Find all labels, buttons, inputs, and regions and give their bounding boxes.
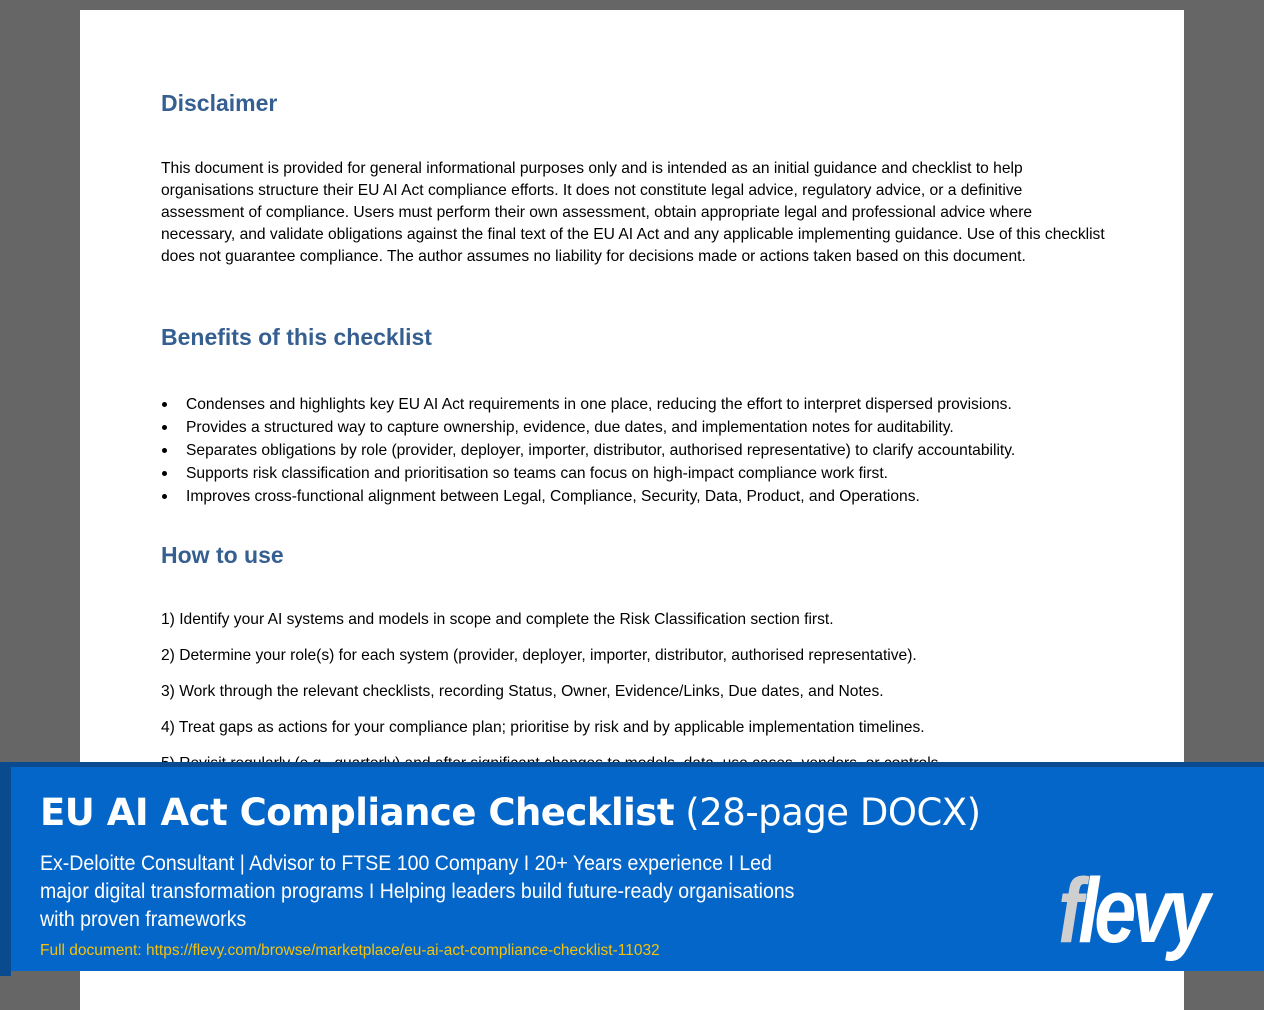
benefits-list bbox=[161, 393, 1106, 508]
bullet-icon bbox=[162, 402, 167, 407]
banner-subtitle: Ex-Deloitte Consultant | Advisor to FTSE 100 Company I 20+ Years experience I Led major digital transformation programs I Helping leaders build future-ready organisations with proven frameworks bbox=[40, 852, 795, 931]
logo-letter-f: f bbox=[1058, 860, 1079, 962]
bullet-icon bbox=[162, 425, 167, 430]
banner-title bbox=[40, 791, 981, 834]
step-item: 3) Work through the relevant checklists, recording Status, Owner, Evidence/Links, Due dates, and Notes. bbox=[161, 683, 884, 700]
list-item: Improves cross-functional alignment between Legal, Compliance, Security, Data, Product, and Operations. bbox=[161, 485, 1106, 508]
bullet-icon bbox=[162, 448, 167, 453]
step-item: 4) Treat gaps as actions for your compliance plan; prioritise by risk and by applicable implementation timelines. bbox=[161, 719, 925, 736]
banner-title-main: EU AI Act Compliance Checklist bbox=[40, 791, 675, 834]
step-item: 1) Identify your AI systems and models in scope and complete the Risk Classification section first. bbox=[161, 611, 834, 628]
full-document-link[interactable]: Full document: https://flevy.com/browse/marketplace/eu-ai-act-compliance-checklist-11032 bbox=[40, 942, 660, 959]
promo-banner bbox=[0, 762, 1264, 971]
list-item: Separates obligations by role (provider, deployer, importer, distributor, authorised representative) to clarify accountability. bbox=[161, 439, 1106, 462]
banner-left-strip bbox=[0, 762, 11, 976]
disclaimer-text: This document is provided for general informational purposes only and is intended as an initial guidance and checklist to help organisations structure their EU AI Act compliance efforts. It does not constitute legal advice, regulatory advice, or a definitive assessment of compliance. Users must perform their own assessment, obtain appropriate legal and professional advice where necessary, and validate obligations against the final text of the EU AI Act and any applicable implementing guidance. Use of this checklist does not guarantee compliance. The author assumes no liability for decisions made or actions taken based on this document. bbox=[161, 160, 1105, 265]
logo-letters-rest: levy bbox=[1078, 860, 1206, 962]
step-item: 2) Determine your role(s) for each system (provider, deployer, importer, distributor, authorised representative). bbox=[161, 647, 917, 664]
banner-title-format: (28-page DOCX) bbox=[685, 791, 981, 834]
flevy-logo bbox=[1058, 860, 1206, 962]
list-item: Supports risk classification and prioritisation so teams can focus on high-impact compliance work first. bbox=[161, 462, 1106, 485]
bullet-icon bbox=[162, 471, 167, 476]
heading-benefits: Benefits of this checklist bbox=[161, 324, 432, 350]
list-item: Condenses and highlights key EU AI Act requirements in one place, reducing the effort to interpret dispersed provisions. bbox=[161, 393, 1106, 416]
heading-how-to-use: How to use bbox=[161, 542, 284, 568]
list-item: Provides a structured way to capture ownership, evidence, due dates, and implementation notes for auditability. bbox=[161, 416, 1106, 439]
bullet-icon bbox=[162, 494, 167, 499]
heading-disclaimer: Disclaimer bbox=[161, 90, 278, 116]
